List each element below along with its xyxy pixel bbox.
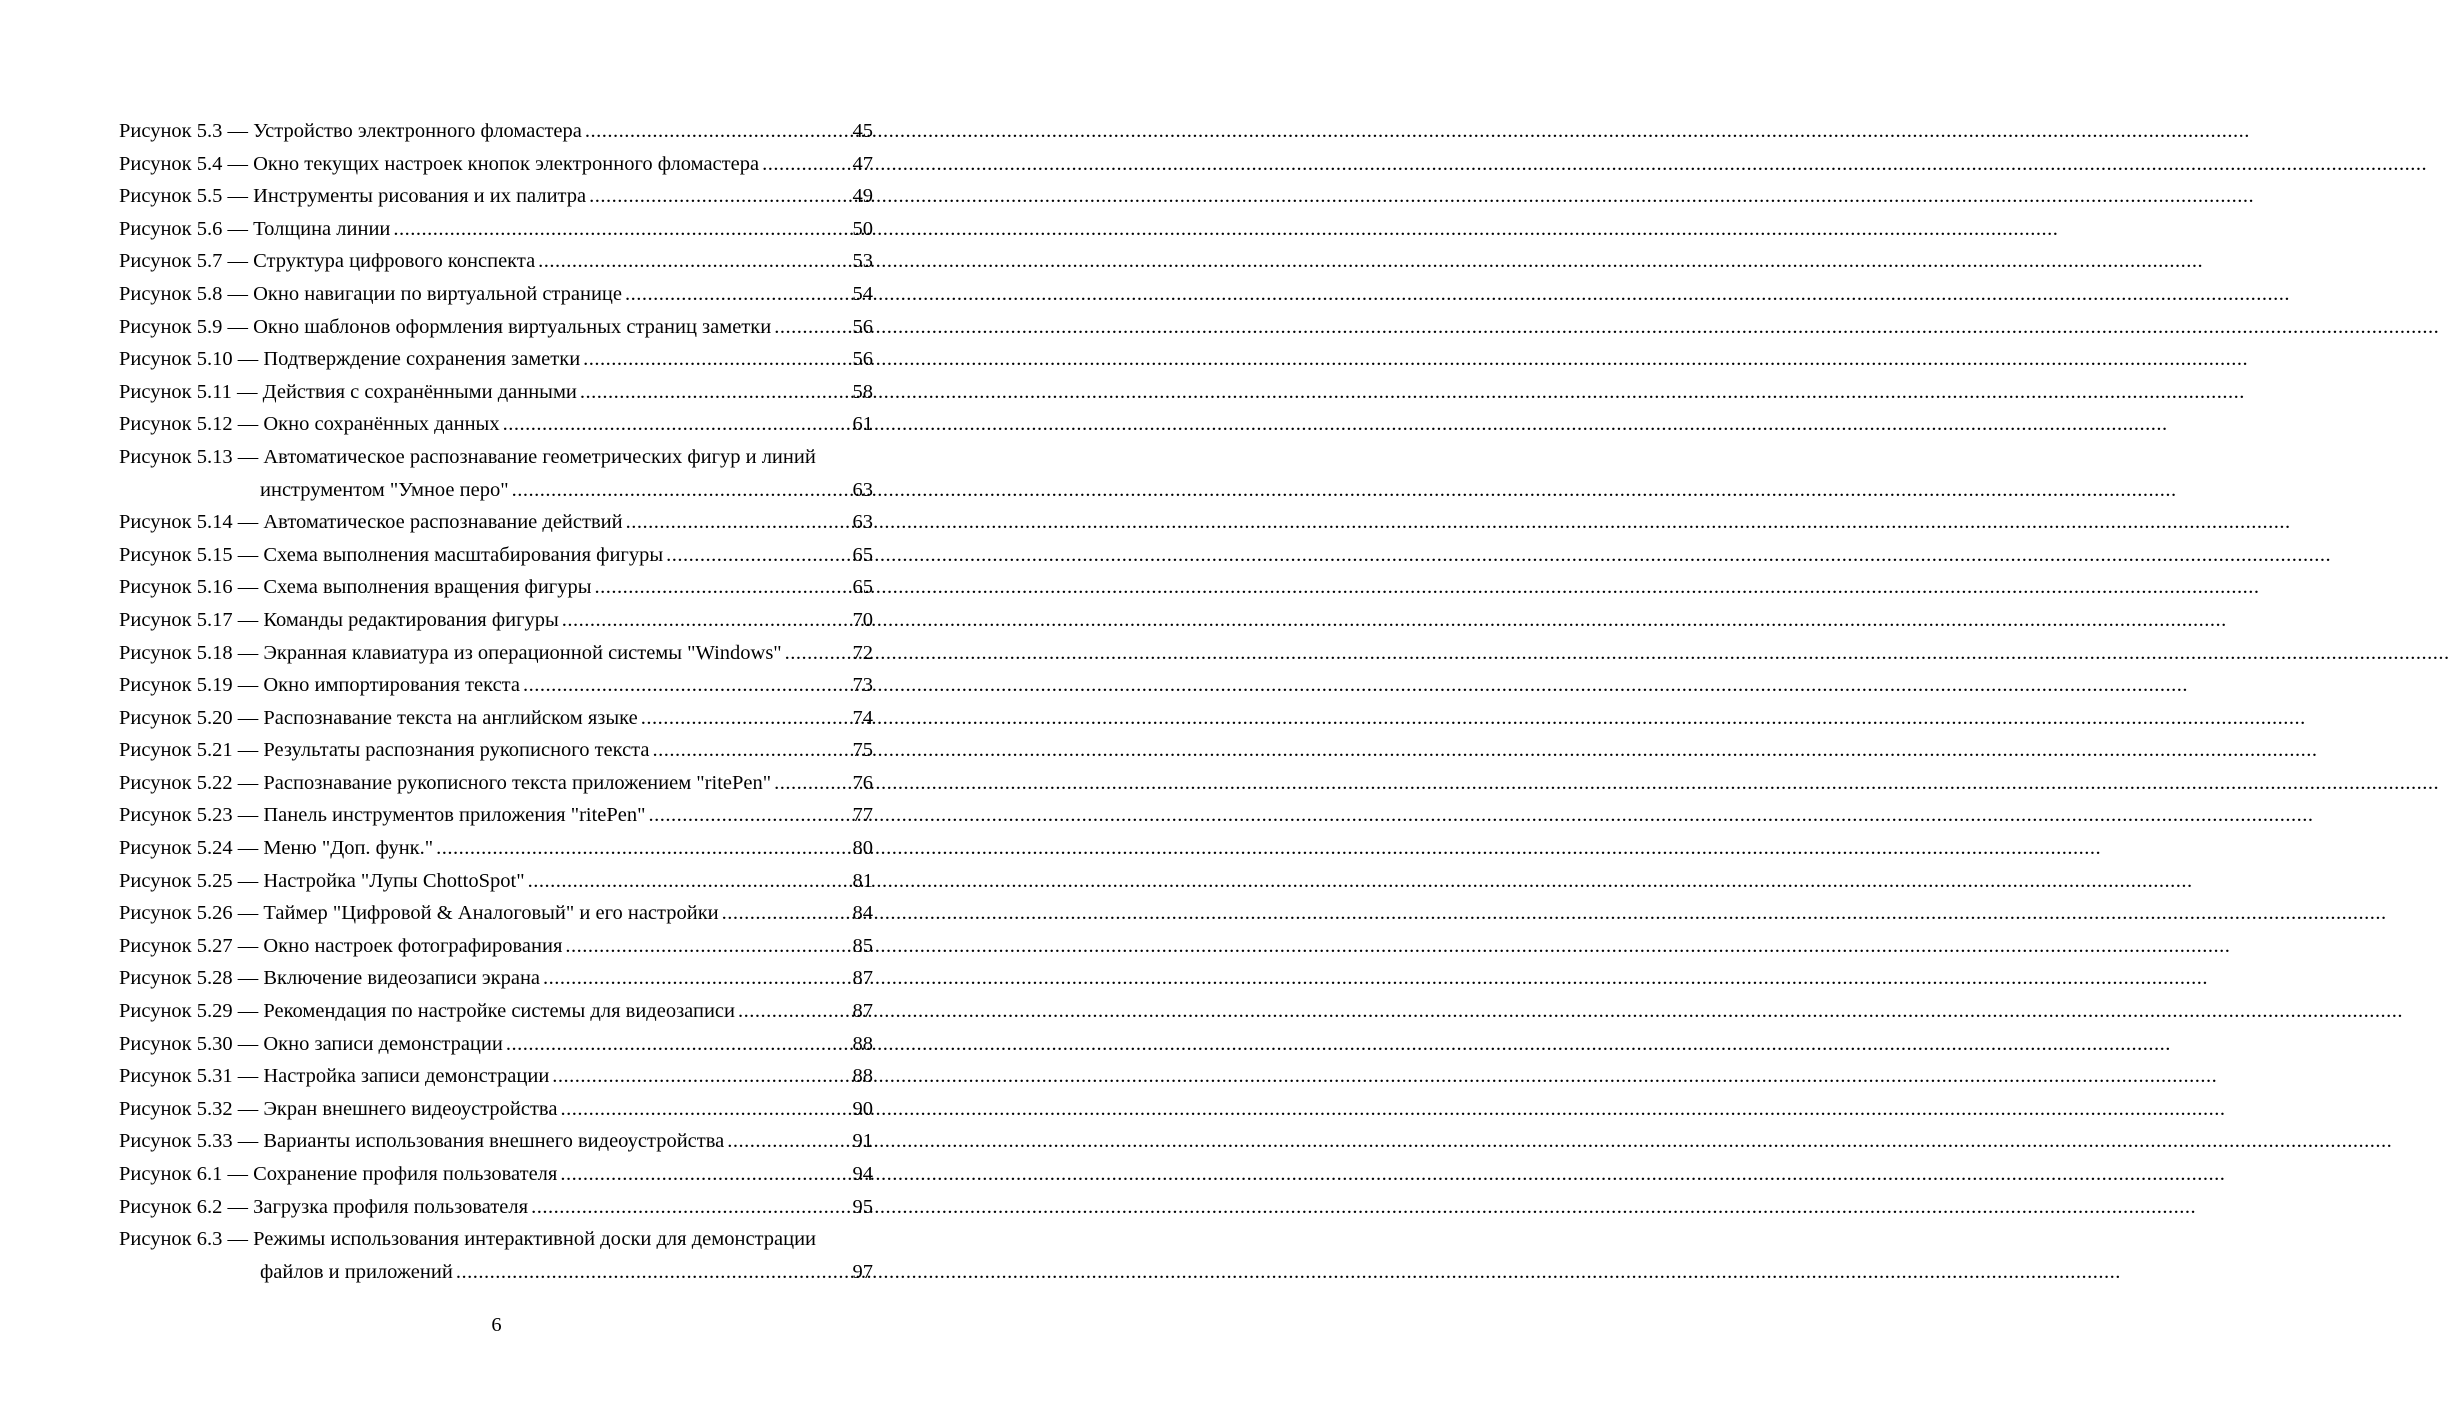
toc-entry-title: Рисунок 5.10 — Подтверждение сохранения заметки (119, 348, 581, 371)
toc-entry-page: 72 (852, 641, 873, 664)
toc-entry-page: 87 (852, 1000, 873, 1023)
dot-leader (436, 832, 850, 865)
toc-entry-page: 88 (852, 1065, 873, 1088)
toc-entry (119, 343, 873, 376)
toc-entry-page: 54 (852, 282, 873, 305)
toc-entry-page: 74 (852, 706, 873, 729)
dot-leader (538, 245, 850, 278)
toc-entry (119, 734, 873, 767)
dot-leader (523, 669, 851, 702)
dot-leader (560, 1093, 850, 1126)
dot-leader (562, 604, 851, 637)
toc-entry-page: 65 (852, 543, 873, 566)
toc-entry-title: Рисунок 5.32 — Экран внешнего видеоустройства (119, 1097, 558, 1120)
dot-leader (653, 734, 851, 767)
dot-leader (589, 180, 850, 213)
dot-leader (722, 897, 851, 930)
toc-entry-title: Рисунок 5.17 — Команды редактирования фигуры (119, 608, 559, 631)
toc-entry-title: Рисунок 5.24 — Меню "Доп. функ." (119, 837, 434, 860)
dot-leader (666, 539, 850, 572)
toc-entry (119, 376, 873, 409)
toc-entry-page: 56 (852, 348, 873, 371)
toc-entry (119, 180, 873, 213)
toc-entry-title: Рисунок 5.19 — Окно импортирования текста (119, 674, 520, 697)
toc-entry-title: Рисунок 5.31 — Настройка записи демонстрации (119, 1065, 550, 1088)
toc-entry-title: Рисунок 5.18 — Экранная клавиатура из операционной системы "Windows" (119, 641, 782, 664)
toc-entry-title: Рисунок 5.8 — Окно навигации по виртуальной странице (119, 282, 622, 305)
toc-entry-title: Рисунок 5.3 — Устройство электронного фломастера (119, 120, 582, 142)
dot-leader (393, 213, 850, 246)
toc-entry-page: 56 (852, 315, 873, 338)
toc-entry-title-continuation: файлов и приложений (260, 1260, 453, 1283)
toc-entry-page: 65 (852, 576, 873, 599)
toc-entry-page: 77 (852, 804, 873, 827)
toc-entry-title: Рисунок 5.33 — Варианты использования внешнего видеоустройства (119, 1130, 725, 1153)
toc-entry-page: 95 (852, 1195, 873, 1218)
toc-entry-title: Рисунок 5.22 — Распознавание рукописного текста приложением "ritePen" (119, 771, 772, 794)
dot-leader (738, 995, 850, 1028)
toc-entry-title: Рисунок 5.28 — Включение видеозаписи экрана (119, 967, 541, 990)
toc-entry-title-continuation: инструментом "Умное перо" (260, 478, 509, 501)
dot-leader (762, 148, 850, 181)
toc-entry-page: 50 (852, 217, 873, 240)
toc-entry-title: Рисунок 6.2 — Загрузка профиля пользователя (119, 1195, 529, 1218)
toc-entry-page: 49 (852, 185, 873, 208)
toc-entry-page: 58 (852, 380, 873, 403)
toc-entry-page: 76 (852, 771, 873, 794)
toc-entry-page: 70 (852, 608, 873, 631)
toc-entry (119, 669, 873, 702)
toc-entry-title: Рисунок 5.5 — Инструменты рисования и их палитра (119, 185, 587, 208)
toc-entry (119, 213, 873, 246)
toc-entry-title: Рисунок 6.3 — Режимы использования интерактивной доски для демонстрации (119, 1228, 817, 1251)
toc-entry-page: 91 (852, 1130, 873, 1153)
toc-entry-title: Рисунок 5.4 — Окно текущих настроек кнопок электронного фломастера (119, 152, 760, 175)
dot-leader (543, 962, 850, 995)
toc-entry-page: 85 (852, 934, 873, 957)
toc-entry-page: 84 (852, 902, 873, 925)
dot-leader (512, 474, 851, 507)
toc-entry (119, 930, 873, 963)
toc-entry (119, 506, 873, 539)
dot-leader (595, 571, 851, 604)
toc-entry-page: 75 (852, 739, 873, 762)
toc-entry (119, 604, 873, 637)
toc-entry-title: Рисунок 5.25 — Настройка "Лупы ChottoSpot" (119, 869, 525, 892)
toc-entry (119, 148, 873, 181)
toc-entry-page: 94 (852, 1163, 873, 1185)
toc-entry (119, 897, 873, 930)
dot-leader (774, 311, 850, 344)
dot-leader (580, 376, 851, 409)
toc-entry-page: 47 (852, 152, 873, 175)
toc-entry-page: 45 (852, 120, 873, 142)
toc-entry-title: Рисунок 5.11 — Действия с сохранёнными данными (119, 380, 577, 403)
toc-entry (119, 278, 873, 311)
toc-entry-title: Рисунок 5.6 — Толщина линии (119, 217, 391, 240)
toc-entry-page: 97 (852, 1260, 873, 1283)
dot-leader (531, 1191, 850, 1224)
dot-leader (727, 1125, 850, 1158)
dot-leader (552, 1060, 850, 1093)
toc-entry-title: Рисунок 5.7 — Структура цифрового конспекта (119, 250, 536, 273)
toc-entry (119, 1191, 873, 1224)
toc-entry (119, 408, 873, 441)
toc-entry-title: Рисунок 5.21 — Результаты распознания рукописного текста (119, 739, 650, 762)
toc-entry (119, 311, 873, 344)
toc-entry (119, 1093, 873, 1126)
toc-entry (119, 1028, 873, 1061)
toc-entry (119, 1125, 873, 1158)
toc-entry (119, 245, 873, 278)
toc-entry (119, 441, 873, 506)
toc-entry (119, 1223, 873, 1288)
toc-entry (119, 767, 873, 800)
dot-leader (585, 115, 851, 148)
dot-leader (456, 1256, 851, 1289)
toc-entry-page: 73 (852, 674, 873, 697)
toc-entry (119, 995, 873, 1028)
toc-entry-title: Рисунок 5.16 — Схема выполнения вращения фигуры (119, 576, 592, 599)
dot-leader (626, 506, 851, 539)
dot-leader (506, 1028, 851, 1061)
toc-entry (119, 1158, 873, 1191)
dot-leader (503, 408, 851, 441)
toc-entry-title: Рисунок 5.15 — Схема выполнения масштабирования фигуры (119, 543, 664, 566)
toc-entry (119, 799, 873, 832)
toc-entry (119, 637, 873, 670)
toc-entry (119, 832, 873, 865)
toc-entry-title: Рисунок 5.27 — Окно настроек фотографирования (119, 934, 563, 957)
dot-leader (649, 799, 851, 832)
dot-leader (641, 702, 851, 735)
toc-entry-title: Рисунок 5.13 — Автоматическое распознавание геометрических фигур и линий (119, 445, 816, 468)
dot-leader (560, 1158, 850, 1191)
toc-entry-page: 63 (852, 511, 873, 534)
toc-entry-title: Рисунок 6.1 — Сохранение профиля пользователя (119, 1163, 558, 1185)
toc-entry (119, 962, 873, 995)
toc-entry-page: 53 (852, 250, 873, 273)
toc-entry (119, 539, 873, 572)
toc-entry-title: Рисунок 5.26 — Таймер "Цифровой & Аналоговый" и его настройки (119, 902, 719, 925)
toc-entry (119, 571, 873, 604)
toc-entry-page: 63 (852, 478, 873, 501)
dot-leader (785, 637, 851, 670)
toc-entry (119, 1060, 873, 1093)
toc-entry-title: Рисунок 5.9 — Окно шаблонов оформления виртуальных страниц заметки (119, 315, 772, 338)
toc-entry (119, 115, 873, 148)
dot-leader (565, 930, 850, 963)
list-of-figures (119, 115, 873, 1288)
toc-entry-page: 87 (852, 967, 873, 990)
toc-entry-page: 81 (852, 869, 873, 892)
dot-leader (774, 767, 850, 800)
dot-leader (583, 343, 850, 376)
toc-entry-title: Рисунок 5.30 — Окно записи демонстрации (119, 1032, 503, 1055)
toc-entry-title: Рисунок 5.14 — Автоматическое распознавание действий (119, 511, 623, 534)
toc-entry-title: Рисунок 5.29 — Рекомендация по настройке системы для видеозаписи (119, 1000, 736, 1023)
toc-entry-page: 88 (852, 1032, 873, 1055)
toc-entry (119, 702, 873, 735)
toc-entry (119, 865, 873, 898)
toc-entry-page: 80 (852, 837, 873, 860)
dot-leader (528, 865, 851, 898)
page-number: 6 (491, 1314, 502, 1336)
toc-entry-page: 61 (852, 413, 873, 436)
toc-entry-title: Рисунок 5.23 — Панель инструментов приложения "ritePen" (119, 804, 646, 827)
toc-entry-page: 90 (852, 1097, 873, 1120)
dot-leader (625, 278, 851, 311)
toc-entry-title: Рисунок 5.12 — Окно сохранённых данных (119, 413, 500, 436)
toc-entry-title: Рисунок 5.20 — Распознавание текста на английском языке (119, 706, 638, 729)
